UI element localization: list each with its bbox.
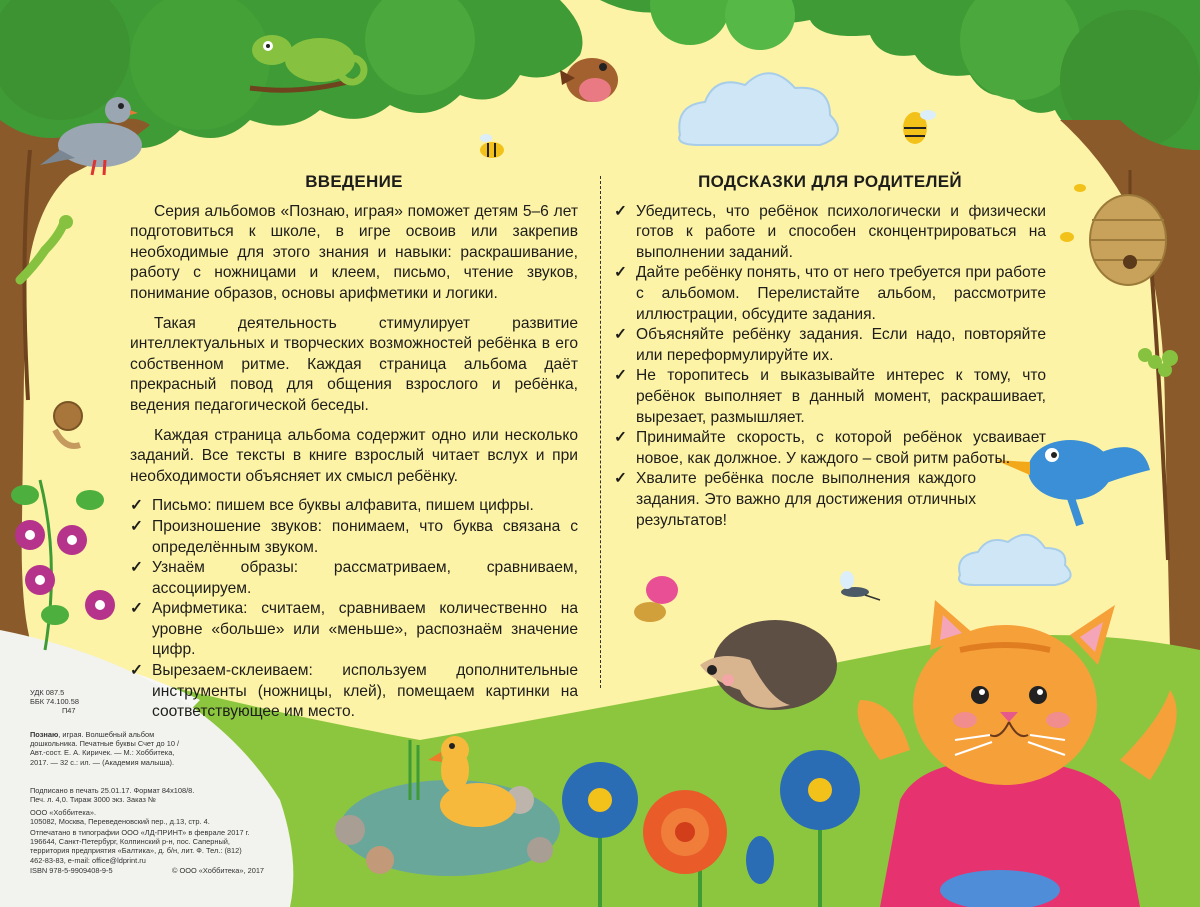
intro-paragraph: Такая деятельность стимулирует развитие интеллектуальных и творческих возможностей ребёнка в его собственном ритме. Каждая страница альбома даёт прекрасный повод для общения взрослого и ребёнка, ведения педагогической беседы. — [130, 314, 578, 414]
checkmark-icon: ✓ — [614, 470, 628, 488]
list-item: ✓ Дайте ребёнку понять, что от него требуется при работе с альбомом. Перелистайте альбом, рассмотрите иллюстрации, обсудите задания. — [614, 264, 1046, 323]
butterfly-icon — [634, 576, 678, 622]
checkmark-icon: ✓ — [614, 264, 628, 282]
list-item: ✓ Вырезаем-склеиваем: используем дополнительные инструменты (ножницы, клей), помещаем картинки на соответствующее им место. — [130, 662, 578, 721]
list-item: ✓ Арифметика: считаем, сравниваем количественно на уровне «больше» или «меньше», распознаём значение цифр. — [130, 600, 578, 659]
book-title: Познаю — [30, 730, 59, 739]
list-item: ✓ Объясняйте ребёнку задания. Если надо, повторяйте или переформулируйте их. — [614, 326, 1046, 364]
column-divider — [600, 176, 601, 688]
book-description: Познаю, играя. Волшебный альбом дошкольника. Печатные буквы Счет до 10 / Авт.-сост. Е. А. Киричек. — М.: Хоббитека, 2017. — 32 с.: ил. — (Академия малыша). — [30, 730, 180, 767]
list-item: ✓ Произношение звуков: понимаем, что буква связана с определённым звуком. — [130, 517, 578, 556]
checkmark-icon: ✓ — [614, 367, 628, 385]
bbk-code: ББК 74.100.58 — [30, 697, 79, 707]
checkmark-icon: ✓ — [130, 517, 144, 535]
list-item: ✓ Хвалите ребёнка после выполнения каждого задания. Это важно для достижения отличных результатов! — [614, 470, 976, 529]
classification-codes — [30, 688, 140, 716]
list-item: ✓ Узнаём образы: рассматриваем, сравниваем, ассоциируем. — [130, 559, 578, 597]
author-code: П47 — [62, 706, 76, 716]
parent-tips-title: ПОДСКАЗКИ ДЛЯ РОДИТЕЛЕЙ — [698, 172, 962, 191]
list-item: ✓ Принимайте скорость, с которой ребёнок усваивает новое, как должное. У каждого – свой ритм работы. — [614, 429, 1046, 467]
parent-tips-column — [614, 172, 1046, 531]
publisher-info: ООО «Хоббитека». 105082, Москва, Переведеновский пер., д.13, стр. 4. — [30, 808, 210, 827]
list-item: ✓ Убедитесь, что ребёнок психологически и физически готов к работе и способен сконцентрироваться на выполнении заданий. — [614, 202, 1046, 261]
isbn: ISBN 978-5-9909408-9-5 — [30, 866, 113, 875]
list-item: ✓ Не торопитесь и выказывайте интерес к тому, что ребёнок выполняет в данный момент, раскрашивает, вырезает, размышляет. — [614, 367, 1046, 426]
udk-code: УДК 087.5 — [30, 688, 65, 697]
mosquito-icon — [840, 571, 880, 600]
checkmark-icon: ✓ — [130, 559, 144, 577]
intro-paragraph: Каждая страница альбома содержит одно или несколько заданий. Все тексты в книге взрослый читает вслух и при необходимости объясняет их смысл ребёнку. — [130, 426, 578, 485]
checkmark-icon: ✓ — [130, 662, 144, 680]
checkmark-icon: ✓ — [614, 326, 628, 344]
intro-paragraph: Серия альбомов «Познаю, играя» поможет детям 5–6 лет подготовиться к школе, в игре освоив или закрепив необходимые для этого знания и навыки: раскрашивание, работу с ножницами и клеем, письмо, чтение звуков, понимание образов, основы арифметики и логики. — [130, 202, 578, 302]
skills-list — [130, 496, 578, 723]
checkmark-icon: ✓ — [614, 429, 628, 447]
book-authors: Счет до 10 / Авт.-сост. Е. А. Киричек. — М.: Хоббитека, 2017. — 32 с.: ил. — (Академия малыша). — [30, 739, 180, 767]
print-details: Подписано в печать 25.01.17. Формат 84х108/8. Печ. л. 4,0. Тираж 3000 экз. Заказ № — [30, 786, 195, 805]
snail-icon — [54, 402, 82, 446]
checkmark-icon: ✓ — [130, 497, 144, 515]
printer-info: Отпечатано в типографии ООО «ЛД-ПРИНТ» в феврале 2017 г. 196644, Санкт-Петербург, Колпинский р-н, пос. Саперный, территория предприятия «Балтика», д. б/н, лит. Ф. Тел.: (812) 462-83-83, e-mail: office@ldprint.ru — [30, 828, 250, 865]
introduction-title: ВВЕДЕНИЕ — [305, 172, 403, 191]
list-item: ✓ Письмо: пишем все буквы алфавита, пишем цифры. — [130, 496, 578, 517]
introduction-column — [130, 172, 578, 723]
checkmark-icon: ✓ — [614, 202, 628, 220]
checkmark-icon: ✓ — [130, 600, 144, 618]
copyright: © ООО «Хоббитека», 2017 — [172, 866, 265, 875]
tips-list — [614, 202, 1046, 532]
